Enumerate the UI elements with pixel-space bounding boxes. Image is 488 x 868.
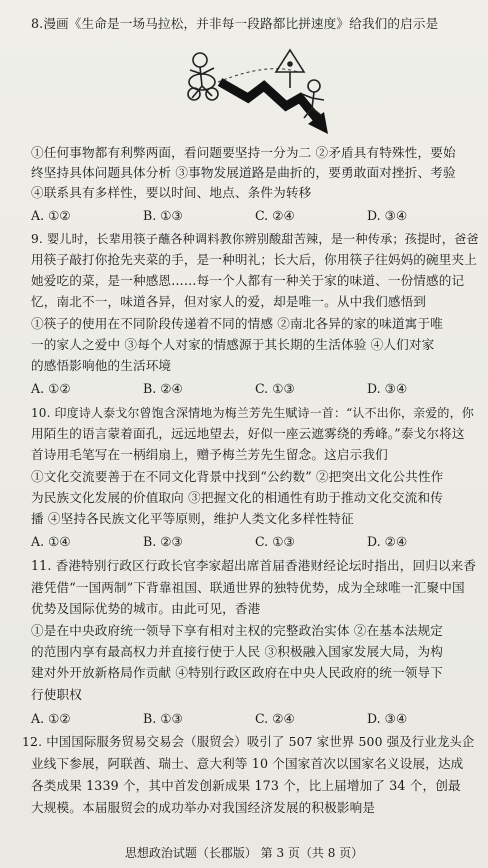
q9-option-d[interactable]: D. ③④: [367, 381, 408, 396]
q9-choice-line: 一的家人之爱中 ③每个人对家的情感源于其长期的生活体验 ④人们对家: [31, 337, 435, 352]
q9-stem-line: 她爱吃的菜，是一种感恩……每一个人都有一种关于家的味道、一份情感的记: [31, 273, 465, 288]
q8-option-d[interactable]: D. ③④: [367, 208, 408, 223]
q10-option-b[interactable]: B. ②③: [143, 534, 183, 549]
q10-option-d[interactable]: D. ②④: [367, 534, 408, 549]
q11-option-a[interactable]: A. ①②: [31, 711, 71, 726]
q11-option-d[interactable]: D. ③④: [367, 711, 408, 726]
q9-choice-line: 的感悟影响他的生活环境: [31, 358, 172, 373]
q11-stem-line: 优势及国际优势的城市。由此可见，香港: [31, 601, 261, 616]
q11-choice-line: ①是在中央政府统一领导下享有相对主权的完整政治实体 ②在基本法规定: [31, 623, 443, 638]
q10-options: [31, 534, 461, 550]
q10-stem-line: 首诗用毛笔写在一柄绢扇上，赠予梅兰芳先生留念。这启示我们: [31, 447, 388, 462]
q10-choice-line: 播 ④坚持各民族文化平等原则，维护人类文化多样性特征: [31, 511, 354, 526]
q11-stem-line: 11. 香港特别行政区行政长官李家超出席首届香港财经论坛时指出，回归以来香: [31, 558, 477, 573]
q10-choice-line: ①文化交流要善于在不同文化背景中找到“公约数” ②把突出文化公共性作: [31, 469, 444, 484]
runner-icon: [188, 53, 218, 100]
q8-option-b[interactable]: B. ①③: [143, 208, 183, 223]
q8-choice-line: ①任何事物都有利弊两面，看问题要坚持一分为二 ②矛盾具有特殊性，要始: [31, 145, 456, 160]
q10-option-a[interactable]: A. ①④: [31, 534, 71, 549]
q10-stem-line: 10. 印度诗人泰戈尔曾饱含深情地为梅兰芳先生赋诗一首：“认不出你，亲爱的，你: [31, 406, 474, 420]
q12-stem-line: 12. 中国国际服务贸易交易会（服贸会）吸引了 507 家世界 500 强及行业龙头企: [22, 734, 475, 749]
q8-option-a[interactable]: A. ①②: [31, 208, 71, 223]
q8-option-c[interactable]: C. ②④: [255, 208, 295, 223]
page-footer: 思想政治试题（长郡版） 第 3 页（共 8 页）: [124, 846, 364, 860]
q9-stem-line: 忆，南北不一，味道各异，但对家人的爱，却是唯一。从中我们感悟到: [31, 294, 427, 309]
q8-choice-line: ④联系具有多样性，要以时间、地点、条件为转移: [31, 185, 312, 200]
q9-stem-line: 用筷子敲打你抢先夹菜的手，是一种明礼；长大后，你用筷子往妈妈的碗里夹上: [31, 252, 478, 267]
q11-choice-line: 建对外开放新格局作贡献 ④特别行政区政府在中央人民政府的统一领导下: [31, 665, 443, 680]
q12-stem-line: 业线下参展，阿联酋、瑞士、意大利等 10 个国家首次以国家名义设展，达成: [31, 756, 464, 771]
q11-options: [31, 711, 461, 727]
q9-option-c[interactable]: C. ①③: [255, 381, 295, 396]
q10-choice-line: 为民族文化发展的价值取向 ③把握文化的相通性有助于推动文化交流和传: [31, 490, 443, 505]
q9-option-b[interactable]: B. ②④: [143, 381, 183, 396]
q9-options: [31, 381, 461, 397]
q12-stem-line: 各类成果 1339 个，其中首发创新成果 173 个，比上届增加了 34 个，创最: [31, 778, 461, 793]
q11-option-c[interactable]: C. ②④: [255, 711, 295, 726]
q11-choice-line: 的范围内享有最高权力并直接行使于人民 ③积极融入国家发展大局，为构: [31, 644, 443, 659]
q8-choice-line: 终坚持具体问题具体分析 ③事物发展道路是曲折的，要勇敢面对挫折、考验: [31, 165, 456, 180]
q9-stem-line: 9. 婴儿时，长辈用筷子蘸各种调料教你辨别酸甜苦辣，是一种传承；孩提时，爸爸: [31, 232, 479, 246]
zigzag-arrow-icon: [218, 69, 328, 134]
speed-sign-icon: [276, 50, 304, 88]
q12-stem-line: 大规模。本届服贸会的成功举办对我国经济发展的积极影响是: [31, 800, 376, 815]
q10-option-c[interactable]: C. ①③: [255, 534, 295, 549]
q8-stem: 8.漫画《生命是一场马拉松，并非每一段路都比拼速度》给我们的启示是: [31, 16, 439, 31]
comic-illustration: [178, 42, 338, 142]
q8-options: [31, 208, 461, 224]
q11-option-b[interactable]: B. ①③: [143, 711, 183, 726]
q9-choice-line: ①筷子的使用在不同阶段传递着不同的情感 ②南北各异的家的味道寓于唯: [31, 316, 443, 331]
q10-stem-line: 用陌生的语言蒙着面孔，远远地望去，好似一座云遮雾绕的秀峰。”泰戈尔将这: [31, 426, 465, 441]
q11-choice-line: 行使职权: [31, 687, 82, 702]
q9-option-a[interactable]: A. ①②: [31, 381, 71, 396]
q11-stem-line: 港凭借“一国两制”下背靠祖国、联通世界的独特优势，成为全球唯一汇聚中国: [31, 580, 465, 595]
